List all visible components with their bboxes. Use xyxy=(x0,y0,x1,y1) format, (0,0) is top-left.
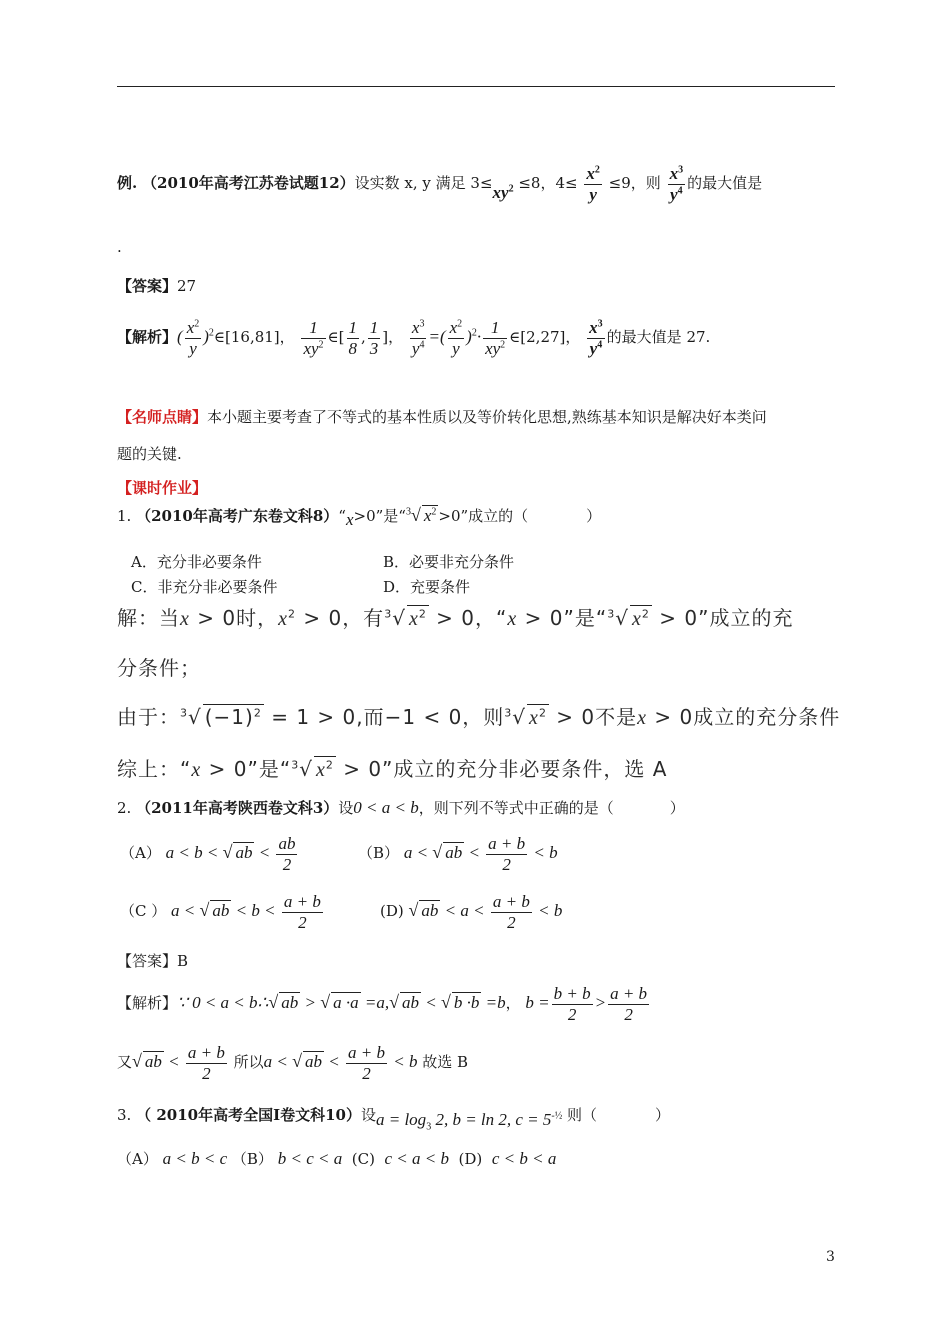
q1-number: 1. xyxy=(117,507,132,525)
q3-options: （A） a < b < c （B） b < c < a (C) c < a < b (D) c < b < a xyxy=(117,1149,557,1168)
answer2-line xyxy=(117,950,188,971)
q3-option-d-label: (D) xyxy=(458,1150,483,1168)
q3-option-c-label: (C) xyxy=(351,1150,375,1168)
q1-option-b: B．必要非充分条件 xyxy=(383,553,515,571)
analysis1-text-4: ∈[2,27]， xyxy=(509,328,581,347)
hand-line-2: 分条件； xyxy=(117,656,201,680)
q3-source: （ 2010年高考全国Ⅰ卷文科10） xyxy=(136,1106,361,1124)
analysis1-text-1: ∈[16,81]， xyxy=(213,328,295,347)
example-frac-x3-y4: $\frac{x^3}{y^4}$ xyxy=(669,164,684,204)
example-source: （2010年高考江苏卷试题12） xyxy=(142,174,355,193)
q3-close: ） xyxy=(655,1106,671,1124)
page-number: 3 xyxy=(826,1249,835,1265)
hand-line-4: 综上：“x > 0”是“$^3$√ $x^2 > 0$”成立的充分非必要条件，选 A xyxy=(117,757,668,781)
example-frac-x2-y: $\frac{x^2}{y}$ xyxy=(586,164,600,204)
analysis1-label: 【解析】 xyxy=(117,328,178,347)
q3-line: 3. （ 2010年高考全国Ⅰ卷文科10）设$a = \log_3 2$, b = ln 2, $c = 5^{-\frac{1}{2}}$ 则（ ） xyxy=(117,1106,671,1133)
q1-line: 1. （2010年高考广东卷文科8）“x>0”是“$^3$√ $x^2 >0$”成立的（ ） xyxy=(117,505,602,529)
q3-text-1: 设 xyxy=(360,1106,376,1124)
q1-option-d: D．充要条件 xyxy=(383,578,471,596)
analysis2-line-2: 又√ ab < $\frac{a + b}{2}$ 所以a < √ ab < $\frac{a + b}{2}$ < b 故选 B xyxy=(117,1043,469,1083)
q3-option-b-label: （B） xyxy=(231,1150,273,1168)
q1-text-1: “ xyxy=(338,507,346,525)
example-text-2: ≤8，4≤ xyxy=(518,174,578,193)
q1-source: （2010年高考广东卷文科8） xyxy=(136,507,339,525)
comment-text-2: 题的关键. xyxy=(117,445,182,463)
q3-option-a-label: （A） xyxy=(117,1150,158,1168)
q2-option-c: （C ） a < √ ab < b < $\frac{a + b}{2}$ xyxy=(120,892,321,932)
q2-option-a: （A） a < b < √ ab < $\frac{ab}{2}$ xyxy=(120,834,296,874)
q1-text-3: >0”成立的（ xyxy=(438,507,529,525)
comment-text-1: 本小题主要考查了不等式的基本性质以及等价转化思想,熟练基本知识是解决好本类问 xyxy=(207,408,767,426)
q1-option-c: C．非充分非必要条件 xyxy=(131,578,278,596)
analysis2-line-1: 【解析】∵ 0 < a < b∴√ ab > √ a ·a =a,√ ab < √ b ·b =b， b = $\frac{b + b}{2}$ > $\frac{a + b}{2}$ xyxy=(117,984,648,1024)
q2-line: 2. （2011年高考陕西卷文科3）设0 < a < b，则下列不等式中正确的是（ ） xyxy=(117,798,685,817)
q3-text-2: 则（ xyxy=(567,1106,598,1124)
q3-number: 3. xyxy=(117,1106,132,1124)
comment-line-1 xyxy=(117,406,767,427)
analysis1-tail: 的最大值是 27. xyxy=(606,328,711,347)
analysis1-line: 【解析】( $\frac{x^2}{y}$ )$^2$∈[16,81]， $\frac{1}{xy^2}$ ∈[ $\frac{1}{8}$ , $\frac{1}{3}$ ]， $\frac{x^3}{y^4}$ =( $\frac{x^2}{y}$ )$^2$· $\frac{1}{xy^2}$ ∈[2,27]， $\frac{x^3}{y^4}$ 的最大值是 27. xyxy=(117,318,711,358)
q1-text-2: >0”是“ xyxy=(353,507,406,525)
example-expr-xy2: $xy^2$ xyxy=(492,183,514,203)
example-text-4: 的最大值是 xyxy=(687,174,763,193)
answer2-label: 【答案】 xyxy=(117,952,178,970)
q2-source: （2011年高考陕西卷文科3） xyxy=(136,799,339,817)
analysis1-text-2: ∈[ xyxy=(327,328,345,347)
q2-close: ） xyxy=(669,799,685,817)
analysis2-label: 【解析】 xyxy=(117,994,178,1013)
answer1-label: 【答案】 xyxy=(117,277,178,295)
hand-line-1: 解：当x > 0时，$x^2 > 0$，有$^3$√ $x^2 > 0$，“x > 0”是“$^3$√ $x^2 > 0$”成立的充 xyxy=(117,606,794,630)
answer1-line xyxy=(117,275,196,296)
example-label: 例. xyxy=(117,174,138,193)
q2-text-2: ，则下列不等式中正确的是（ xyxy=(418,799,614,817)
example-text-3: ≤9，则 xyxy=(608,174,661,193)
answer2-value: B xyxy=(177,952,189,970)
example-text-1: 设实数 x, y 满足 3≤ xyxy=(354,174,493,193)
header-rule xyxy=(117,86,835,87)
homework-heading: 【课时作业】 xyxy=(117,479,208,497)
q1-option-a: A．充分非必要条件 xyxy=(131,553,262,571)
q2-option-d: (D) √ ab < a < $\frac{a + b}{2}$ < b xyxy=(380,892,563,932)
q2-text-1: 设 xyxy=(338,799,354,817)
analysis1-text-3: ]， xyxy=(382,328,404,347)
hand-line-3: 由于：$^3$√ $(-1)^2 = 1 > 0$,而−1 < 0，则$^3$√ $x^2 > 0$不是x > 0成立的充分条件 xyxy=(117,705,841,729)
comment-label: 【名师点睛】 xyxy=(117,408,208,426)
q2-number: 2. xyxy=(117,799,132,817)
example-line xyxy=(117,164,762,204)
q1-close: ） xyxy=(586,507,602,525)
q2-option-b: （B） a < √ ab < $\frac{a + b}{2}$ < b xyxy=(358,834,558,874)
answer1-value: 27 xyxy=(177,277,197,295)
example-blank: . xyxy=(117,238,122,256)
